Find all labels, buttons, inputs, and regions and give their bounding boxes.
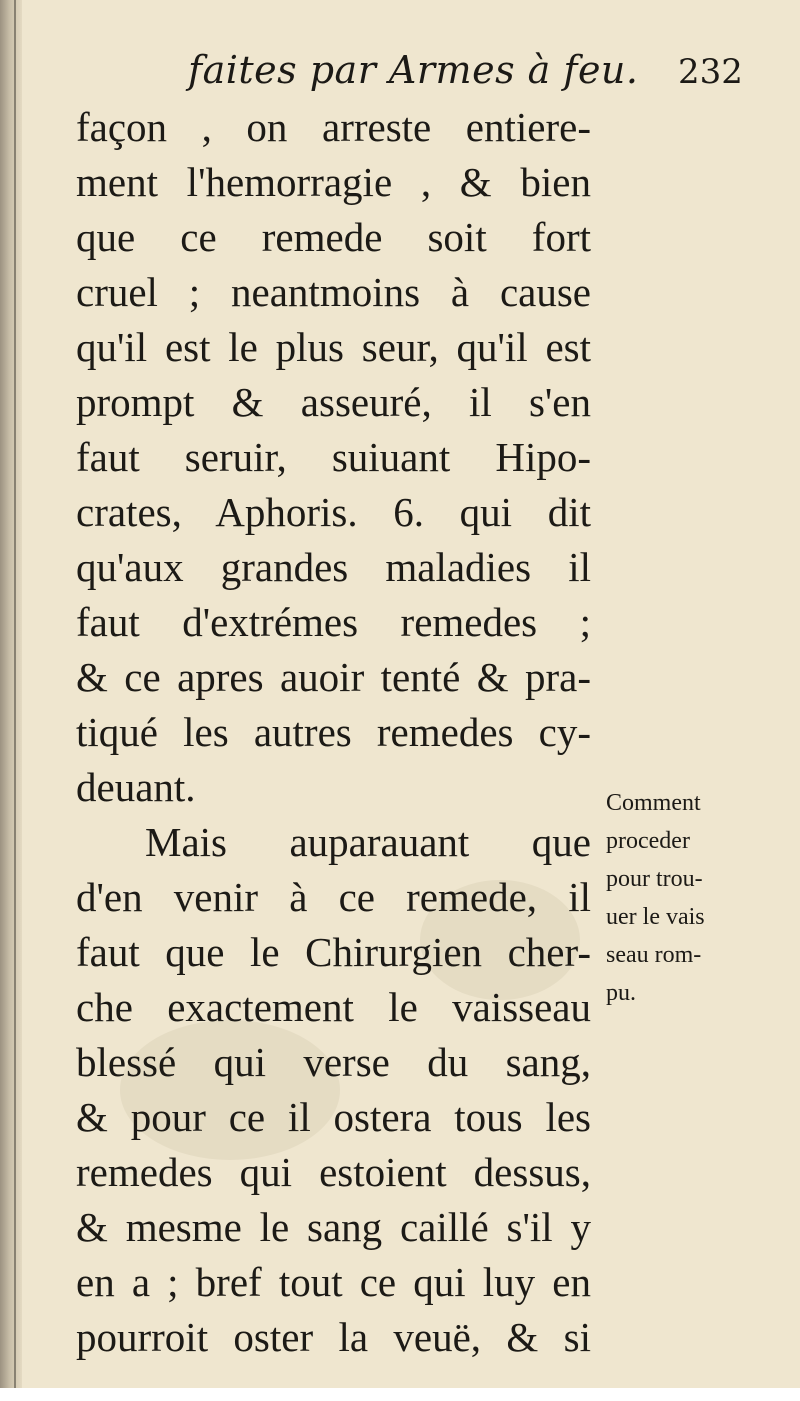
page-bottom-edge <box>0 1388 800 1401</box>
margin-note-line: uer le vais <box>606 904 705 930</box>
text-line: & pour ce il ostera tous les <box>76 1094 591 1140</box>
page-gutter <box>0 0 22 1401</box>
margin-note-line: proceder <box>606 828 690 854</box>
text-line: tiqué les autres remedes cy- <box>76 709 591 755</box>
text-line: blessé qui verse du sang, <box>76 1039 591 1085</box>
text-line: en a ; bref tout ce qui luy en <box>76 1259 591 1305</box>
text-line: & ce apres auoir tenté & pra- <box>76 654 591 700</box>
text-line: & mesme le sang caillé s'il y <box>76 1204 591 1250</box>
gutter-edge-line <box>14 0 16 1401</box>
text-line: faut que le Chirurgien cher- <box>76 929 591 975</box>
text-line: qu'aux grandes maladies il <box>76 544 591 590</box>
paragraph-first-line: Mais auparauant que <box>145 819 591 865</box>
text-line: cruel ; neantmoins à cause <box>76 269 591 315</box>
text-line: faut d'extrémes remedes ; <box>76 599 591 645</box>
text-line: che exactement le vaisseau <box>76 984 591 1030</box>
margin-note-line: Comment <box>606 790 701 816</box>
text-line: prompt & asseuré, il s'en <box>76 379 591 425</box>
text-line: faut seruir, suiuant Hipo- <box>76 434 591 480</box>
text-line: que ce remede soit fort <box>76 214 591 260</box>
margin-note-line: pu. <box>606 980 636 1006</box>
margin-note-line: pour trou- <box>606 866 703 892</box>
margin-note-line: seau rom- <box>606 942 702 968</box>
text-line: qu'il est le plus seur, qu'il est <box>76 324 591 370</box>
text-line: pourroit oster la veuë, & si <box>76 1314 591 1360</box>
text-line: façon , on arreste entiere- <box>76 104 591 150</box>
text-line: deuant. <box>76 764 196 810</box>
page-number: 232 <box>678 52 743 92</box>
text-line: remedes qui estoient dessus, <box>76 1149 591 1195</box>
running-title: faites par Armes à feu. <box>188 48 639 92</box>
text-line: d'en venir à ce remede, il <box>76 874 591 920</box>
text-line: crates, Aphoris. 6. qui dit <box>76 489 591 535</box>
text-line: ment l'hemorragie , & bien <box>76 159 591 205</box>
